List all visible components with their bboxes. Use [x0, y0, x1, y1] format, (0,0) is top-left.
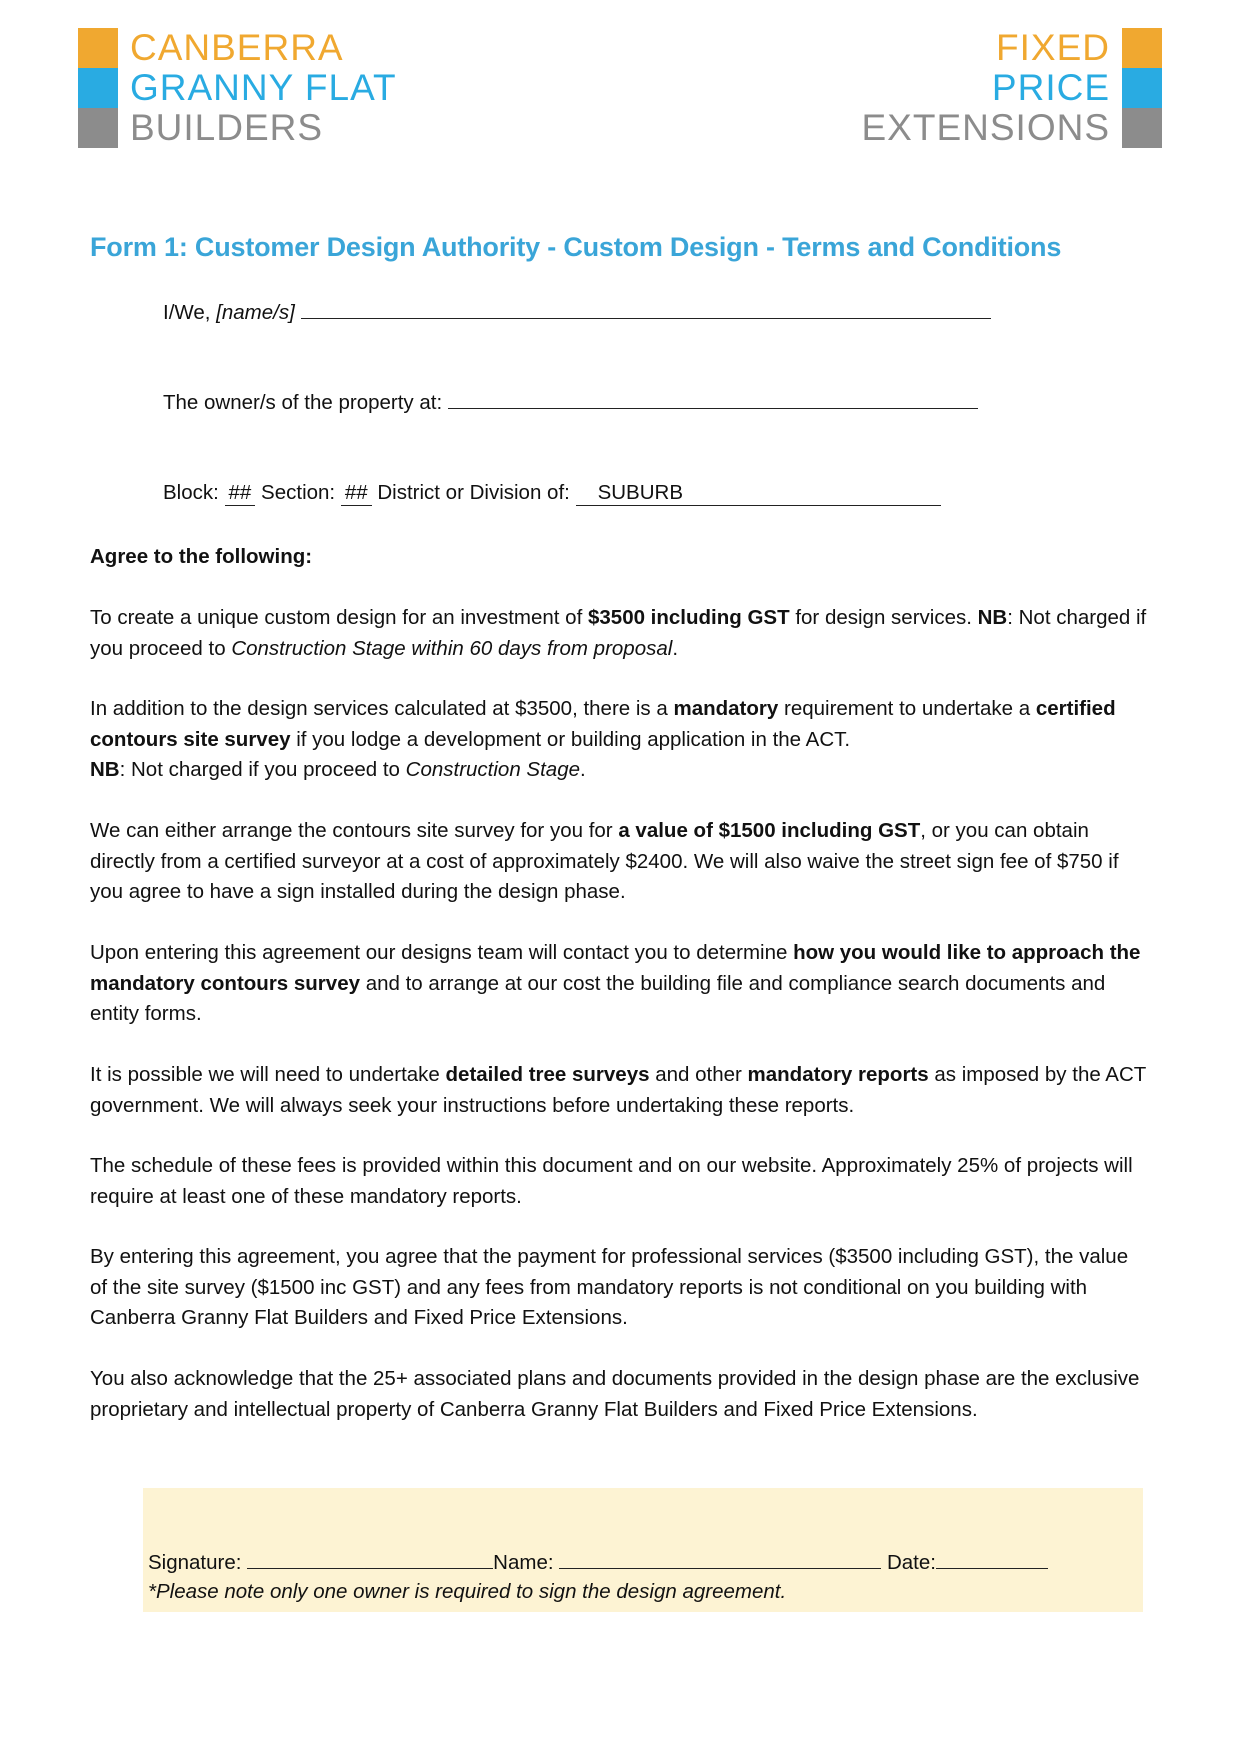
- property-address-field[interactable]: [448, 390, 978, 409]
- block-label: Block:: [163, 481, 219, 504]
- paragraph-design-team: [90, 938, 1150, 1030]
- logo-bar-orange: [78, 28, 118, 68]
- text: as imposed by the ACT government. We will always seek your instructions before undertaking these reports.: [90, 1063, 1146, 1117]
- paragraph-design-fee: [90, 603, 1150, 664]
- logo-bar-gray: [78, 108, 118, 148]
- tree-surveys-emphasis: detailed tree surveys: [445, 1063, 650, 1086]
- text: if you lodge a development or building application in the ACT.: [290, 727, 851, 751]
- section-field[interactable]: ##: [341, 481, 372, 506]
- text: It is possible we will need to undertake: [90, 1063, 446, 1086]
- paragraph-intellectual-property: [90, 1364, 1150, 1425]
- canberra-granny-flat-builders-logo: [78, 28, 418, 148]
- names-field[interactable]: [301, 300, 991, 319]
- names-placeholder: [name/s]: [216, 301, 295, 324]
- agree-heading: Agree to the following:: [90, 545, 313, 568]
- certified-survey-emphasis: certified contours site survey: [90, 697, 1116, 751]
- design-fee-amount: $3500 including GST: [587, 606, 790, 629]
- fee-schedule-text: The schedule of these fees is provided within this document and on our website. Approximately 25% of projects will require at least one of these mandatory reports.: [90, 1154, 1133, 1208]
- signature-note: *Please note only one owner is required to sign the design agreement.: [148, 1580, 787, 1603]
- name-field[interactable]: [559, 1550, 881, 1569]
- text: : Not charged if you proceed to: [119, 758, 406, 781]
- signature-label: Signature:: [148, 1551, 242, 1574]
- approach-survey-emphasis: how you would like to approach the mandatory contours survey: [90, 941, 1141, 995]
- text: and other: [649, 1063, 748, 1086]
- logo-bar-orange: [1122, 28, 1162, 68]
- text: , or you can obtain directly from a certified surveyor at a cost of approximately $2400. We will also waive the street sign fee of $750 if you agree to have a sign installed during the design phase.: [90, 819, 1119, 903]
- survey-value-emphasis: a value of $1500 including GST: [618, 819, 921, 842]
- signature-field[interactable]: [247, 1550, 493, 1569]
- logo-left-line-3: BUILDERS: [130, 107, 324, 148]
- names-line: [163, 300, 991, 325]
- text: requirement to undertake a: [778, 697, 1036, 720]
- nb-label: NB: [977, 606, 1008, 629]
- paragraph-site-survey: [90, 694, 1150, 786]
- fixed-price-extensions-logo: [861, 27, 1162, 148]
- signature-row: [148, 1550, 1048, 1575]
- text: .: [580, 758, 586, 781]
- construction-stage-note: Construction Stage within 60 days from proposal: [231, 636, 673, 660]
- logo-right-line-1: FIXED: [996, 27, 1110, 68]
- text: and to arrange at our cost the building file and compliance search documents and entity forms.: [90, 971, 1106, 1025]
- text: We can either arrange the contours site survey for you for: [90, 819, 619, 842]
- property-line: [163, 390, 978, 415]
- logo-bar-gray: [1122, 108, 1162, 148]
- paragraph-survey-options: [90, 816, 1150, 908]
- paragraph-payment-terms: [90, 1242, 1150, 1334]
- paragraph-tree-surveys: [90, 1060, 1150, 1121]
- mandatory-reports-emphasis: mandatory reports: [747, 1063, 929, 1086]
- text: for design services.: [789, 606, 978, 629]
- logo-bar-blue: [1122, 68, 1162, 108]
- intellectual-property-text: You also acknowledge that the 25+ associated plans and documents provided in the design phase are the exclusive proprietary and intellectual property of Canberra Granny Flat Builders and Fixed Price Extensions.: [90, 1367, 1140, 1421]
- district-label: District or Division of:: [377, 481, 570, 504]
- block-section-district-line: [163, 481, 941, 506]
- agree-heading-block: [90, 542, 1150, 573]
- logo-color-bar: [1122, 28, 1162, 148]
- name-label: Name:: [493, 1551, 554, 1574]
- form-title: Form 1: Customer Design Authority - Custom Design - Terms and Conditions: [90, 232, 1062, 262]
- text: .: [672, 636, 679, 660]
- logo-left-line-1: CANBERRA: [130, 27, 344, 68]
- logo-bar-blue: [78, 68, 118, 108]
- block-field[interactable]: ##: [225, 481, 256, 506]
- text: : Not charged if you proceed to: [90, 606, 1147, 660]
- district-field[interactable]: SUBURB: [576, 481, 941, 506]
- construction-stage-note: Construction Stage: [405, 758, 580, 781]
- date-field[interactable]: [936, 1550, 1048, 1569]
- signature-box: [143, 1488, 1143, 1612]
- section-label: Section:: [261, 481, 336, 504]
- payment-terms-text: By entering this agreement, you agree that the payment for professional services ($3500 including GST), the value of the site survey ($1500 inc GST) and any fees from mandatory reports is not conditional on you building with Canberra Granny Flat Builders and Fixed Price Extensions.: [90, 1245, 1129, 1329]
- names-prefix: I/We,: [163, 301, 217, 324]
- property-label: The owner/s of the property at:: [163, 391, 443, 414]
- date-label: Date:: [886, 1551, 936, 1574]
- mandatory-emphasis: mandatory: [673, 697, 779, 720]
- nb-label: NB: [90, 758, 120, 781]
- text: Upon entering this agreement our designs team will contact you to determine: [90, 941, 794, 964]
- logo-left-line-2: GRANNY FLAT: [130, 67, 397, 108]
- logo-right-line-2: PRICE: [991, 67, 1110, 108]
- logo-right-line-3: EXTENSIONS: [861, 107, 1110, 148]
- paragraph-fee-schedule: [90, 1151, 1150, 1212]
- logo-color-bar: [78, 28, 118, 148]
- text: In addition to the design services calculated at $3500, there is a: [90, 697, 674, 720]
- text: To create a unique custom design for an investment of: [90, 606, 588, 629]
